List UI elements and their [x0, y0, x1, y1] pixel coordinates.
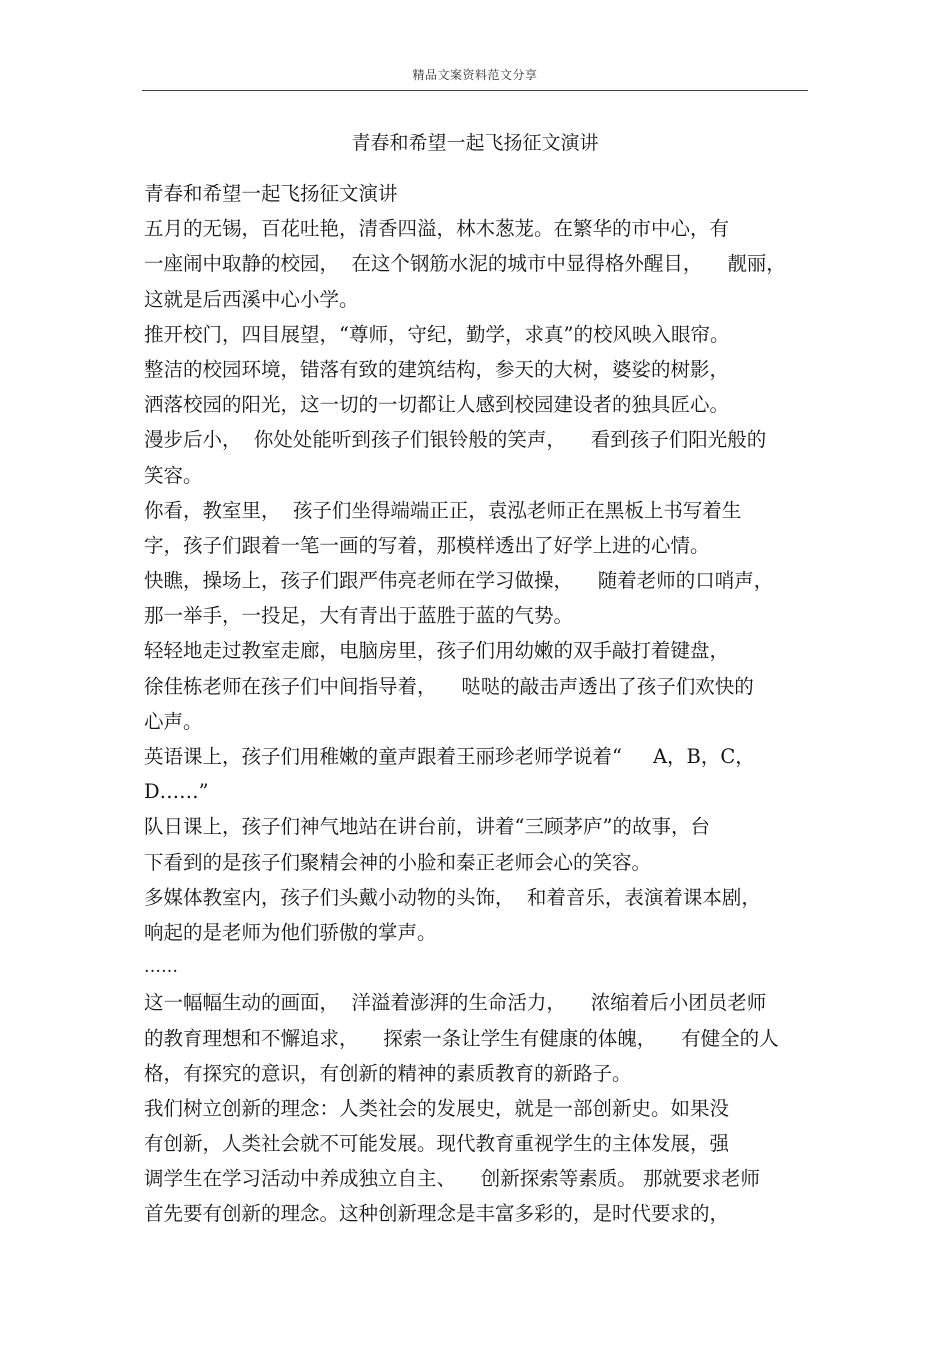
text-line: 洒落校园的阳光，这一切的一切都让人感到校园建设者的独具匠心。 [144, 393, 730, 417]
running-header: 精品文案资料范文分享 [412, 68, 538, 82]
text-line: 我们树立创新的理念：人类社会的发展史，就是一部创新史。如果没 [144, 1096, 730, 1120]
text-line: 一座闹中取静的校园， 在这个钢筋水泥的城市中显得格外醒目， 靓丽， [144, 252, 786, 276]
document-title: 青春和希望一起飞扬征文演讲 [351, 132, 599, 154]
text-line: 格，有探究的意识，有创新的精神的素质教育的新路子。 [144, 1061, 632, 1085]
text-line: …… [144, 957, 178, 978]
text-line: 漫步后小， 你处处能听到孩子们银铃般的笑声， 看到孩子们阳光般的 [144, 428, 767, 452]
text-line: 队日课上，孩子们神气地站在讲台前，讲着“三顾茅庐”的故事，台 [144, 815, 710, 839]
text-line: 有创新，人类社会就不可能发展。现代教育重视学生的主体发展，强 [144, 1132, 730, 1156]
text-line: 这一幅幅生动的画面， 洋溢着澎湃的生命活力， 浓缩着后小团员老师 [144, 991, 767, 1015]
text-line: 响起的是老师为他们骄傲的掌声。 [144, 920, 437, 944]
text-line: 轻轻地走过教室走廊，电脑房里，孩子们用幼嫩的双手敲打着键盘， [144, 639, 730, 663]
text-line: 五月的无锡，百花吐艳，清香四溢，林木葱茏。在繁华的市中心，有 [144, 217, 730, 241]
text-line: 整洁的校园环境，错落有致的建筑结构，参天的大树，婆娑的树影， [144, 357, 730, 381]
text-line: 首先要有创新的理念。这种创新理念是丰富多彩的，是时代要求的， [144, 1202, 730, 1226]
text-line: 的教育理想和不懈追求， 探索一条让学生有健康的体魄， 有健全的人 [144, 1026, 779, 1050]
document-body [144, 176, 814, 1232]
text-line: 多媒体教室内，孩子们头戴小动物的头饰， 和着音乐，表演着课本剧， [144, 885, 761, 909]
text-line: 下看到的是孩子们聚精会神的小脸和秦正老师会心的笑容。 [144, 850, 652, 874]
text-line: 推开校门，四目展望，“尊师，守纪，勤学，求真”的校风映入眼帘。 [144, 322, 730, 346]
text-line: 调学生在学习活动中养成独立自主、 创新探索等素质。 那就要求老师 [144, 1167, 760, 1191]
text-line: 字，孩子们跟着一笔一画的写着，那模样透出了好学上进的心情。 [144, 533, 710, 557]
text-line: D……” [144, 780, 209, 804]
text-line: 心声。 [144, 709, 203, 733]
text-line: 笑容。 [144, 463, 203, 487]
text-line: 快瞧，操场上，孩子们跟严伟亮老师在学习做操， 随着老师的口哨声， [144, 569, 774, 593]
text-line: 这就是后西溪中心小学。 [144, 287, 359, 311]
header-divider [142, 90, 808, 91]
text-line: 你看，教室里， 孩子们坐得端端正正，袁泓老师正在黑板上书写着生 [144, 498, 742, 522]
text-line: 青春和希望一起飞扬征文演讲 [144, 182, 398, 205]
text-line: 英语课上，孩子们用稚嫩的童声跟着王丽珍老师学说着“ A，B，C， [144, 745, 755, 768]
text-line: 那一举手，一投足，大有青出于蓝胜于蓝的气势。 [144, 604, 574, 628]
text-line: 徐佳栋老师在孩子们中间指导着， 哒哒的敲击声透出了孩子们欢快的 [144, 674, 754, 698]
